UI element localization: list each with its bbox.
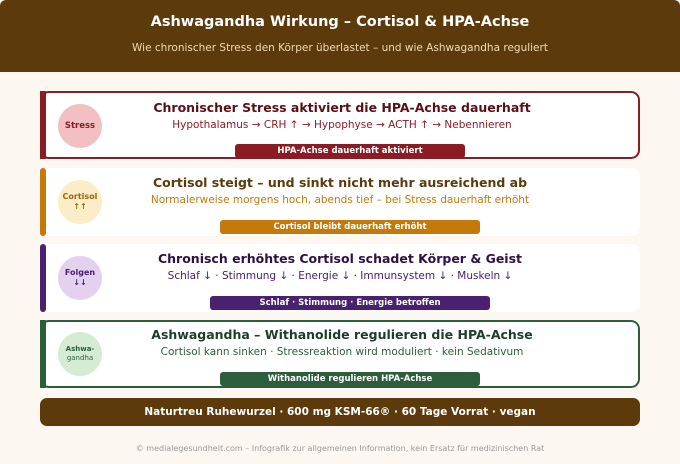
step-card-ashwagandha xyxy=(40,320,640,388)
step-result-pill: Withanolide regulieren HPA-Achse xyxy=(220,372,480,386)
badge-label: Stress xyxy=(64,120,96,131)
step-description: Cortisol kann sinken · Stressreaktion wird moduliert · kein Sedativum xyxy=(160,346,524,358)
step-description: Normalerweise morgens hoch, abends tief – bei Stress dauerhaft erhöht xyxy=(150,194,530,206)
copyright-note: © medialegesundheit.com – Infografik zur allgemeinen Information, kein Ersatz für medizinischen Rat xyxy=(135,444,545,453)
step-card-consequences xyxy=(40,244,640,312)
step-title: Chronisch erhöhtes Cortisol schadet Körper & Geist xyxy=(157,251,523,266)
badge-label: Ashwa- xyxy=(65,345,95,354)
step-description: Schlaf ↓ · Stimmung ↓ · Energie ↓ · Immunsystem ↓ · Muskeln ↓ xyxy=(167,270,513,282)
step-result-pill: Schlaf · Stimmung · Energie betroffen xyxy=(210,296,490,310)
step-card-stress xyxy=(40,91,640,159)
badge-arrows: ↓↓ xyxy=(73,278,87,287)
step-card-cortisol xyxy=(40,168,640,236)
badge-label: Cortisol xyxy=(62,192,98,201)
step-title: Cortisol steigt – und sinkt nicht mehr ausreichend ab xyxy=(152,175,528,190)
page-subtitle: Wie chronischer Stress den Körper überlastet – und wie Ashwagandha reguliert xyxy=(132,42,548,54)
badge-label-line2: gandha xyxy=(66,354,94,362)
badge-arrows: ↑↑ xyxy=(73,202,87,211)
badge-label: Folgen xyxy=(64,268,96,277)
header-banner xyxy=(0,0,680,72)
step-description: Hypothalamus → CRH ↑ → Hypophyse → ACTH ↑ → Nebennieren xyxy=(172,119,512,131)
step-result-pill: HPA-Achse dauerhaft aktiviert xyxy=(235,144,465,158)
product-info-bar: Naturtreu Ruhewurzel · 600 mg KSM-66® · 60 Tage Vorrat · vegan xyxy=(40,398,640,426)
step-title: Chronischer Stress aktiviert die HPA-Achse dauerhaft xyxy=(153,100,531,115)
page-title: Ashwagandha Wirkung – Cortisol & HPA-Achse xyxy=(150,14,530,30)
step-title: Ashwagandha – Withanolide regulieren die HPA-Achse xyxy=(151,327,533,342)
step-result-pill: Cortisol bleibt dauerhaft erhöht xyxy=(220,220,480,234)
